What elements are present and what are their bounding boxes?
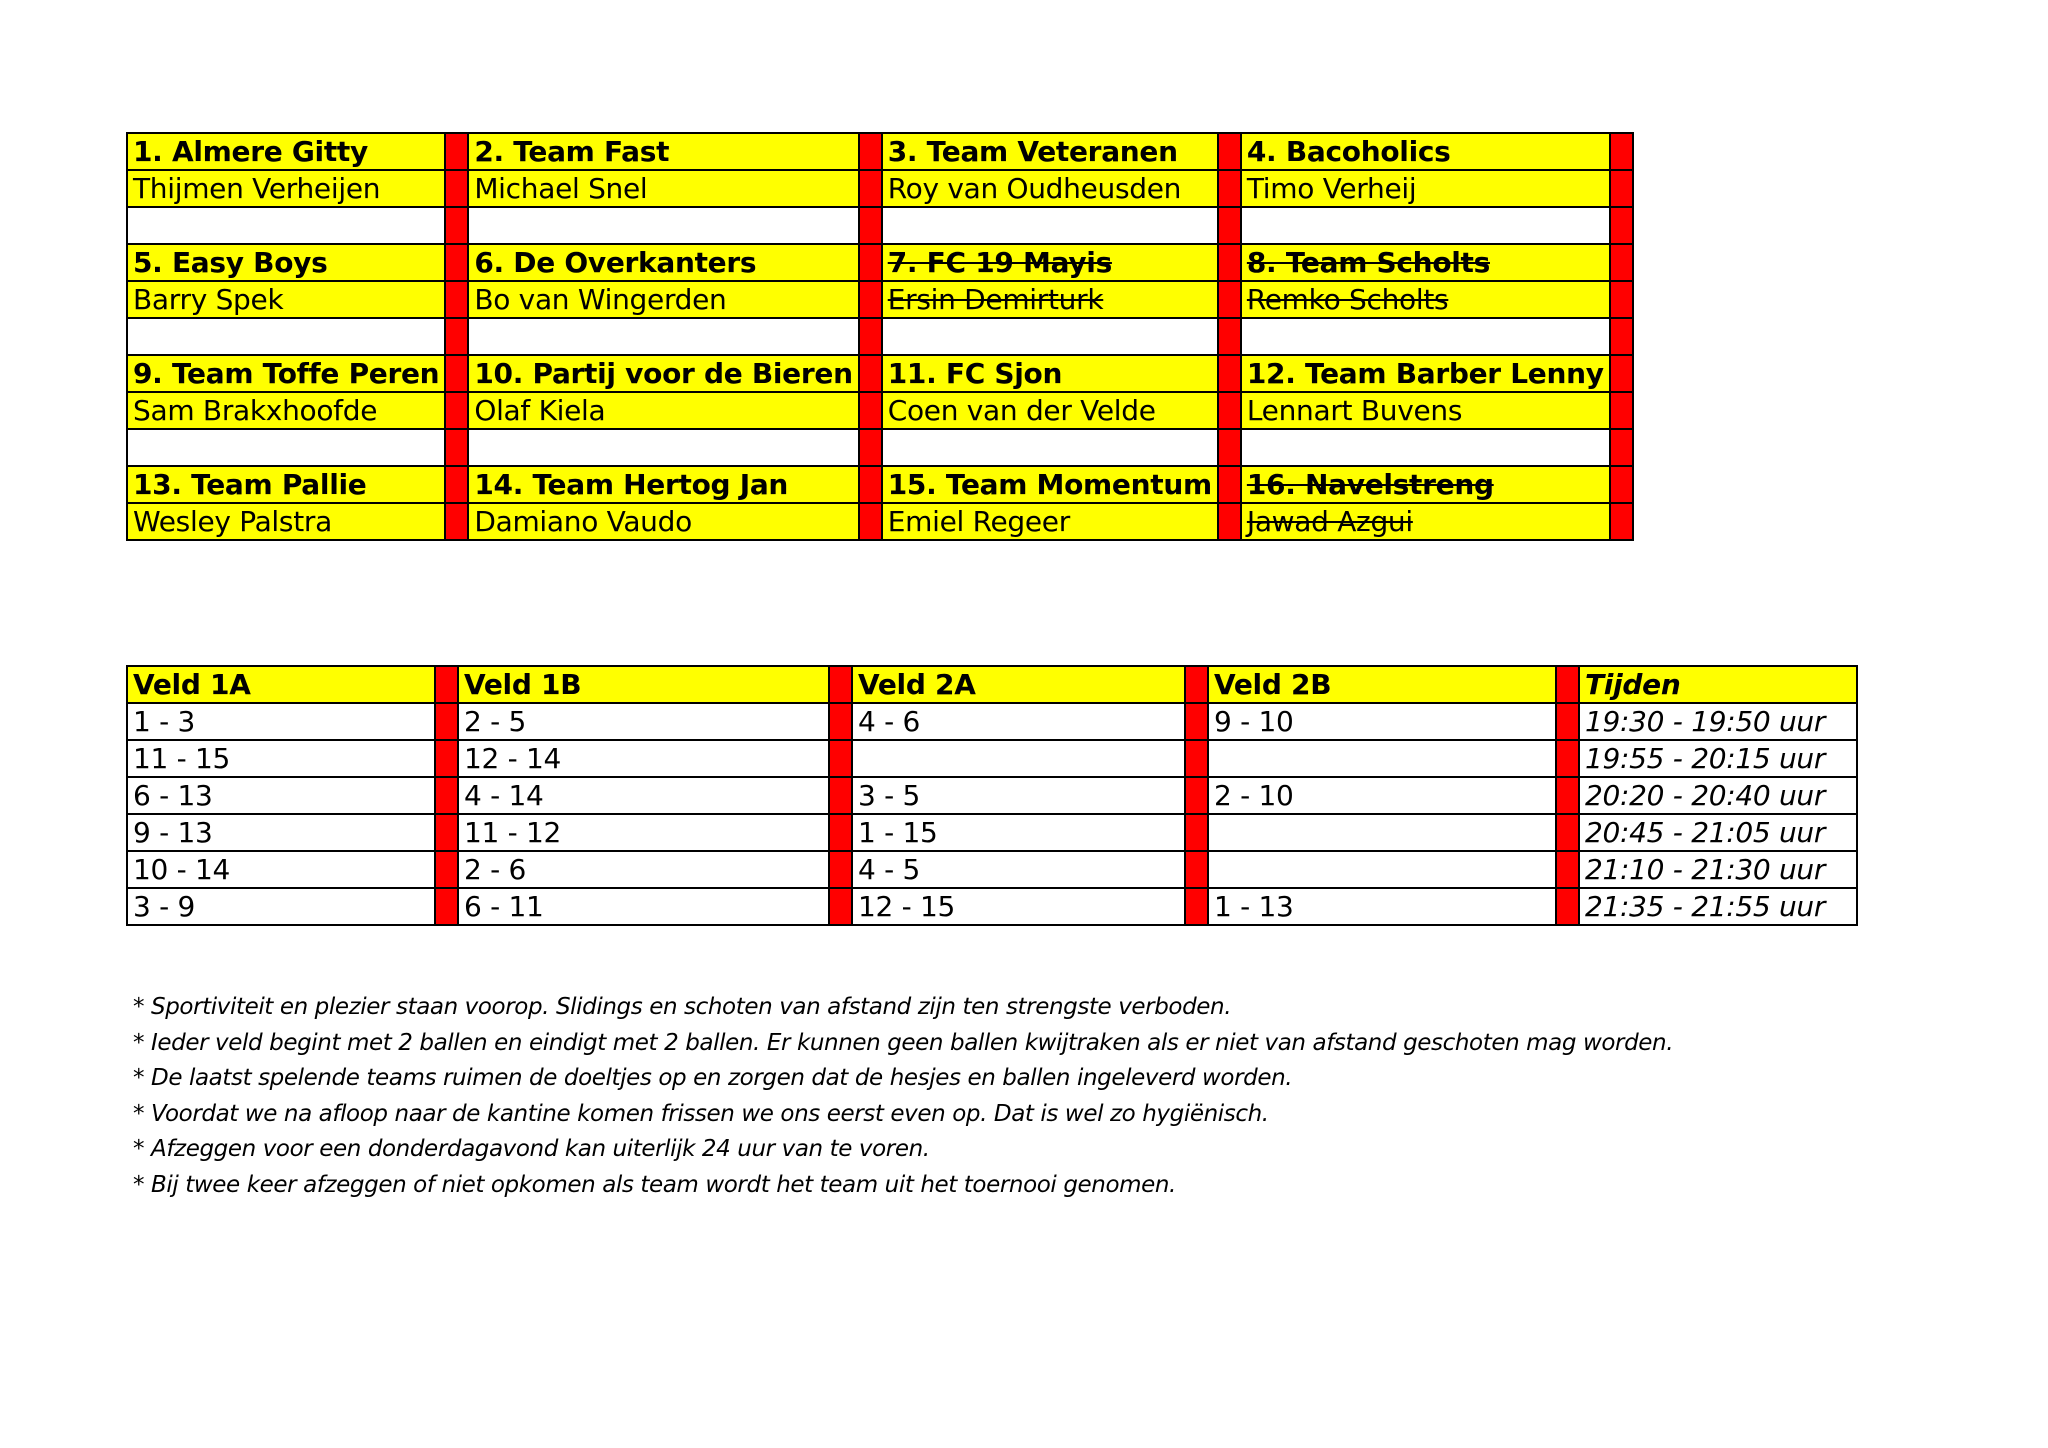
- red-separator: [1218, 355, 1241, 392]
- team-captain: Remko Scholts: [1241, 281, 1610, 318]
- red-separator: [435, 666, 458, 703]
- red-separator: [1556, 851, 1579, 888]
- red-separator: [1185, 888, 1208, 925]
- team-captain: Coen van der Velde: [882, 392, 1218, 429]
- team-name: 1. Almere Gitty: [127, 133, 445, 170]
- match-pairing: 4 - 6: [852, 703, 1185, 740]
- time-slot: 20:20 - 20:40 uur: [1579, 777, 1857, 814]
- red-separator: [1610, 429, 1633, 466]
- team-captain: Wesley Palstra: [127, 503, 445, 540]
- match-row: [127, 851, 1857, 888]
- team-name: 11. FC Sjon: [882, 355, 1218, 392]
- red-separator: [859, 133, 882, 170]
- red-separator: [1610, 133, 1633, 170]
- red-separator: [1556, 888, 1579, 925]
- red-separator: [1610, 244, 1633, 281]
- team-captain-row: [127, 281, 1633, 318]
- team-captain: Roy van Oudheusden: [882, 170, 1218, 207]
- red-separator: [859, 429, 882, 466]
- team-name: 16. Navelstreng: [1241, 466, 1610, 503]
- team-name-row: [127, 133, 1633, 170]
- match-pairing: 11 - 12: [458, 814, 829, 851]
- red-separator: [435, 814, 458, 851]
- match-pairing: 12 - 14: [458, 740, 829, 777]
- red-separator: [445, 318, 468, 355]
- team-name: 7. FC 19 Mayis: [882, 244, 1218, 281]
- red-separator: [1556, 740, 1579, 777]
- red-separator: [445, 244, 468, 281]
- team-name-row: [127, 244, 1633, 281]
- team-name: 15. Team Momentum: [882, 466, 1218, 503]
- team-captain: Barry Spek: [127, 281, 445, 318]
- match-pairing: [1208, 740, 1556, 777]
- empty-cell: [1241, 429, 1610, 466]
- match-pairing: [1208, 814, 1556, 851]
- red-separator: [1610, 503, 1633, 540]
- red-separator: [1218, 466, 1241, 503]
- red-separator: [445, 392, 468, 429]
- match-row: [127, 814, 1857, 851]
- red-separator: [1556, 703, 1579, 740]
- team-captain: Sam Brakxhoofde: [127, 392, 445, 429]
- red-separator: [829, 851, 852, 888]
- team-name: 6. De Overkanters: [468, 244, 858, 281]
- match-pairing: [852, 740, 1185, 777]
- team-name: 3. Team Veteranen: [882, 133, 1218, 170]
- team-name: 13. Team Pallie: [127, 466, 445, 503]
- team-name-row: [127, 466, 1633, 503]
- red-separator: [1218, 392, 1241, 429]
- team-name: 5. Easy Boys: [127, 244, 445, 281]
- red-separator: [859, 503, 882, 540]
- red-separator: [445, 170, 468, 207]
- red-separator: [445, 207, 468, 244]
- rule-note: * Ieder veld begint met 2 ballen en eindigt met 2 ballen. Er kunnen geen ballen kwijtraken als er niet van afstand geschoten mag worden.: [133, 1029, 1674, 1056]
- red-separator: [829, 888, 852, 925]
- schedule-table: [126, 665, 1858, 926]
- red-separator: [1610, 355, 1633, 392]
- time-slot: 19:30 - 19:50 uur: [1579, 703, 1857, 740]
- red-separator: [1185, 851, 1208, 888]
- red-separator: [829, 703, 852, 740]
- rule-note: * Voordat we na afloop naar de kantine komen frissen we ons eerst even op. Dat is wel zo hygiënisch.: [133, 1100, 1269, 1127]
- empty-cell: [1241, 318, 1610, 355]
- match-row: [127, 777, 1857, 814]
- red-separator: [829, 814, 852, 851]
- empty-cell: [127, 207, 445, 244]
- match-pairing: 1 - 13: [1208, 888, 1556, 925]
- red-separator: [1185, 703, 1208, 740]
- team-captain-row: [127, 170, 1633, 207]
- red-separator: [1218, 318, 1241, 355]
- red-separator: [1610, 281, 1633, 318]
- red-separator: [1556, 777, 1579, 814]
- red-separator: [445, 355, 468, 392]
- red-separator: [1556, 666, 1579, 703]
- empty-cell: [127, 429, 445, 466]
- red-separator: [1185, 740, 1208, 777]
- empty-cell: [882, 429, 1218, 466]
- red-separator: [435, 703, 458, 740]
- spacer-row: [127, 318, 1633, 355]
- match-pairing: 10 - 14: [127, 851, 435, 888]
- red-separator: [829, 666, 852, 703]
- red-separator: [859, 466, 882, 503]
- team-captain-row: [127, 503, 1633, 540]
- rule-note: * Sportiviteit en plezier staan voorop. Slidings en schoten van afstand zijn ten strengste verboden.: [133, 994, 1232, 1020]
- red-separator: [1218, 244, 1241, 281]
- red-separator: [435, 777, 458, 814]
- red-separator: [1610, 392, 1633, 429]
- empty-cell: [468, 318, 858, 355]
- match-row: [127, 703, 1857, 740]
- red-separator: [1218, 133, 1241, 170]
- match-row: [127, 888, 1857, 925]
- team-captain: Jawad Azgui: [1241, 503, 1610, 540]
- empty-cell: [468, 429, 858, 466]
- team-captain: Thijmen Verheijen: [127, 170, 445, 207]
- red-separator: [859, 207, 882, 244]
- match-pairing: 4 - 14: [458, 777, 829, 814]
- red-separator: [445, 466, 468, 503]
- match-pairing: 2 - 10: [1208, 777, 1556, 814]
- team-captain: Lennart Buvens: [1241, 392, 1610, 429]
- empty-cell: [882, 207, 1218, 244]
- team-captain: Bo van Wingerden: [468, 281, 858, 318]
- red-separator: [1218, 281, 1241, 318]
- empty-cell: [468, 207, 858, 244]
- team-name: 4. Bacoholics: [1241, 133, 1610, 170]
- red-separator: [445, 133, 468, 170]
- team-name: 8. Team Scholts: [1241, 244, 1610, 281]
- match-pairing: 3 - 9: [127, 888, 435, 925]
- rule-note: * De laatst spelende teams ruimen de doeltjes op en zorgen dat de hesjes en ballen ingeleverd worden.: [133, 1065, 1293, 1091]
- spacer-row: [127, 207, 1633, 244]
- match-pairing: 4 - 5: [852, 851, 1185, 888]
- match-pairing: 3 - 5: [852, 777, 1185, 814]
- red-separator: [859, 355, 882, 392]
- teams-table: [126, 132, 1634, 541]
- red-separator: [1218, 503, 1241, 540]
- team-captain-row: [127, 392, 1633, 429]
- red-separator: [1610, 466, 1633, 503]
- red-separator: [445, 503, 468, 540]
- empty-cell: [127, 318, 445, 355]
- red-separator: [829, 740, 852, 777]
- match-pairing: 9 - 10: [1208, 703, 1556, 740]
- red-separator: [435, 851, 458, 888]
- red-separator: [1218, 170, 1241, 207]
- empty-cell: [882, 318, 1218, 355]
- team-captain: Michael Snel: [468, 170, 858, 207]
- match-pairing: 6 - 11: [458, 888, 829, 925]
- time-slot: 21:10 - 21:30 uur: [1579, 851, 1857, 888]
- team-captain: Damiano Vaudo: [468, 503, 858, 540]
- team-captain: Timo Verheij: [1241, 170, 1610, 207]
- match-pairing: 1 - 15: [852, 814, 1185, 851]
- rule-note: * Bij twee keer afzeggen of niet opkomen als team wordt het team uit het toernooi genomen.: [133, 1171, 1176, 1198]
- match-pairing: 2 - 5: [458, 703, 829, 740]
- match-pairing: 9 - 13: [127, 814, 435, 851]
- red-separator: [1218, 207, 1241, 244]
- red-separator: [1610, 170, 1633, 207]
- red-separator: [829, 777, 852, 814]
- red-separator: [1185, 814, 1208, 851]
- red-separator: [859, 392, 882, 429]
- red-separator: [1218, 429, 1241, 466]
- rule-note: * Afzeggen voor een donderdagavond kan uiterlijk 24 uur van te voren.: [133, 1136, 930, 1162]
- red-separator: [445, 281, 468, 318]
- spacer-row: [127, 429, 1633, 466]
- red-separator: [1185, 777, 1208, 814]
- team-name: 9. Team Toffe Peren: [127, 355, 445, 392]
- schedule-header-row: [127, 666, 1857, 703]
- team-captain: Olaf Kiela: [468, 392, 858, 429]
- times-header: Tijden: [1579, 666, 1857, 703]
- red-separator: [1185, 666, 1208, 703]
- team-captain: Emiel Regeer: [882, 503, 1218, 540]
- red-separator: [1556, 814, 1579, 851]
- red-separator: [1610, 318, 1633, 355]
- match-pairing: 2 - 6: [458, 851, 829, 888]
- red-separator: [1610, 207, 1633, 244]
- red-separator: [859, 281, 882, 318]
- red-separator: [859, 170, 882, 207]
- red-separator: [445, 429, 468, 466]
- field-header: Veld 1B: [458, 666, 829, 703]
- red-separator: [859, 318, 882, 355]
- red-separator: [435, 740, 458, 777]
- empty-cell: [1241, 207, 1610, 244]
- red-separator: [859, 244, 882, 281]
- match-pairing: 11 - 15: [127, 740, 435, 777]
- rules-notes: [133, 990, 1673, 1203]
- team-name: 14. Team Hertog Jan: [468, 466, 858, 503]
- field-header: Veld 2A: [852, 666, 1185, 703]
- match-pairing: 1 - 3: [127, 703, 435, 740]
- match-pairing: 12 - 15: [852, 888, 1185, 925]
- team-name: 2. Team Fast: [468, 133, 858, 170]
- team-captain: Ersin Demirturk: [882, 281, 1218, 318]
- time-slot: 21:35 - 21:55 uur: [1579, 888, 1857, 925]
- time-slot: 19:55 - 20:15 uur: [1579, 740, 1857, 777]
- match-pairing: 6 - 13: [127, 777, 435, 814]
- red-separator: [435, 888, 458, 925]
- field-header: Veld 1A: [127, 666, 435, 703]
- time-slot: 20:45 - 21:05 uur: [1579, 814, 1857, 851]
- team-name-row: [127, 355, 1633, 392]
- field-header: Veld 2B: [1208, 666, 1556, 703]
- team-name: 12. Team Barber Lenny: [1241, 355, 1610, 392]
- team-name: 10. Partij voor de Bieren: [468, 355, 858, 392]
- match-row: [127, 740, 1857, 777]
- match-pairing: [1208, 851, 1556, 888]
